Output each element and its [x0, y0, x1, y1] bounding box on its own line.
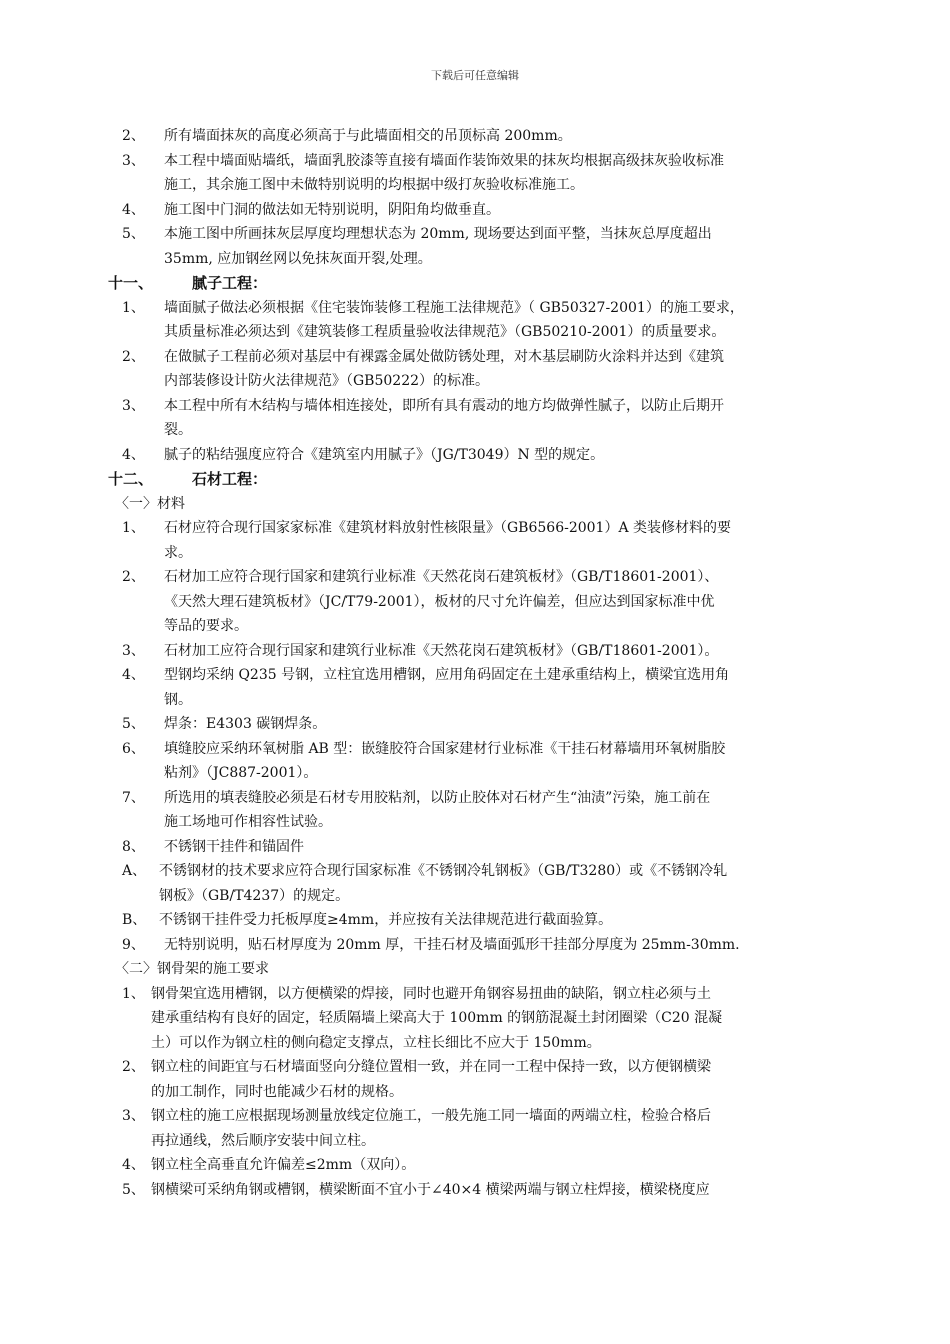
item-text: 填缝胶应采纳环氧树脂 AB 型：嵌缝胶符合国家建材行业标准《干挂石材幕墙用环氧树脂胶 — [164, 740, 726, 757]
item-number: 3、 — [122, 152, 145, 169]
text-line — [0, 835, 950, 860]
item-number: 2、 — [122, 128, 145, 144]
text-line — [0, 296, 950, 321]
text-line — [0, 786, 950, 811]
item-number: 9、 — [122, 936, 145, 953]
text-line — [0, 884, 950, 909]
item-text: 粘剂》（JC887-2001）。 — [164, 765, 318, 781]
item-text: 施工场地可作相容性试验。 — [164, 814, 332, 830]
item-number: 3、 — [122, 642, 145, 659]
item-text: 腻子的粘结强度应符合《建筑室内用腻子》（JG/T3049）N 型的规定。 — [164, 446, 605, 463]
item-text: 裂。 — [164, 422, 192, 438]
text-line — [0, 1104, 950, 1129]
item-text: 钢横梁可采纳角钢或槽钢，横梁断面不宜小于∠40×4 横梁两端与钢立柱焊接，横梁桡度应 — [151, 1181, 710, 1198]
item-text: 本工程中墙面贴墙纸，墙面乳胶漆等直接有墙面作装饰效果的抹灰均根据高级抹灰验收标准 — [164, 152, 724, 169]
item-number: 3、 — [122, 1108, 145, 1124]
item-text: 本工程中所有木结构与墙体相连接处，即所有具有震动的地方均做弹性腻子，以防止后期开 — [164, 397, 724, 414]
item-text: 其质量标准必须达到《建筑装修工程质量验收法律规范》（GB50210-2001）的质量要求。 — [164, 324, 726, 340]
item-text: 石材加工应符合现行国家和建筑行业标准《天然花岗石建筑板材》（GB/T18601-2001）、 — [164, 569, 719, 585]
text-line — [0, 149, 950, 174]
item-number: 2、 — [122, 348, 145, 365]
document-body — [0, 124, 950, 1202]
item-number: 5、 — [122, 716, 145, 732]
text-line — [0, 908, 950, 933]
item-text: 钢。 — [164, 691, 192, 708]
item-number: 2、 — [122, 1059, 145, 1075]
item-text: 钢板》（GB/T4237）的规定。 — [159, 887, 350, 904]
text-line — [0, 247, 950, 272]
text-line — [0, 320, 950, 345]
section-number: 十二、 — [108, 470, 154, 488]
item-text: 等品的要求。 — [164, 618, 248, 634]
text-line — [0, 810, 950, 835]
text-line — [0, 271, 950, 296]
text-line — [0, 394, 950, 419]
item-text: 本施工图中所画抹灰层厚度均理想状态为 20mm, 现场要达到面平整，当抹灰总厚度超出 — [164, 226, 712, 242]
text-line — [0, 492, 950, 517]
text-line — [0, 712, 950, 737]
text-line — [0, 345, 950, 370]
item-text: 不锈钢干挂件受力托板厚度≥4mm，并应按有关法律规范进行截面验算。 — [159, 912, 613, 928]
item-text: 在做腻子工程前必须对基层中有裸露金属处做防锈处理，对木基层刷防火涂料并达到《建筑 — [164, 348, 724, 365]
text-line — [0, 1129, 950, 1154]
item-text: 钢立柱的间距宜与石材墙面竖向分缝位置相一致，并在同一工程中保持一致，以方便钢横梁 — [151, 1059, 711, 1075]
text-line — [0, 173, 950, 198]
section-title: 石材工程： — [192, 470, 268, 488]
item-number: 2、 — [122, 569, 145, 585]
item-text: 35mm, 应加钢丝网以免抹灰面开裂,处理。 — [164, 250, 432, 267]
text-line — [0, 443, 950, 468]
item-number: 7、 — [122, 789, 145, 806]
item-text: 土）可以作为钢立柱的侧向稳定支撑点，立柱长细比不应大于 150mm。 — [151, 1034, 601, 1051]
text-line — [0, 222, 950, 247]
item-letter: B、 — [122, 912, 147, 928]
text-line — [0, 761, 950, 786]
text-line — [0, 516, 950, 541]
text-line — [0, 124, 950, 149]
subsection-heading: 〈二〉钢骨架的施工要求 — [115, 961, 269, 977]
item-text: 求。 — [164, 544, 192, 561]
item-number: 1、 — [122, 520, 145, 536]
text-line — [0, 541, 950, 566]
text-line — [0, 737, 950, 762]
item-number: 4、 — [122, 667, 145, 683]
text-line — [0, 663, 950, 688]
item-text: 墙面腻子做法必须根据《住宅装饰装修工程施工法律规范》（ GB50327-2001）的施工要求， — [164, 299, 744, 316]
item-text: 无特别说明，贴石材厚度为 20mm 厚，干挂石材及墙面弧形干挂部分厚度为 25mm-30mm. — [164, 936, 740, 953]
item-number: 8、 — [122, 838, 145, 855]
text-line — [0, 859, 950, 884]
item-number: 1、 — [122, 299, 145, 316]
text-line — [0, 467, 950, 492]
item-number: 4、 — [122, 201, 145, 218]
text-line — [0, 198, 950, 223]
item-text: 所有墙面抹灰的高度必须高于与此墙面相交的吊顶标高 200mm。 — [164, 128, 572, 144]
item-letter: A、 — [122, 863, 147, 879]
item-text: 施工图中门洞的做法如无特别说明，阴阳角均做垂直。 — [164, 201, 500, 218]
item-text: 钢立柱全高垂直允许偏差≤2mm（双向）。 — [151, 1157, 416, 1173]
text-line — [0, 565, 950, 590]
text-line — [0, 1178, 950, 1203]
item-text: 钢骨架宜选用槽钢，以方便横梁的焊接，同时也避开角钢容易扭曲的缺陷，钢立柱必须与土 — [151, 985, 711, 1002]
text-line — [0, 369, 950, 394]
item-text: 的加工制作，同时也能减少石材的规格。 — [151, 1083, 403, 1100]
item-text: 钢立柱的施工应根据现场测量放线定位施工，一般先施工同一墙面的两端立柱，检验合格后 — [151, 1108, 711, 1124]
text-line — [0, 688, 950, 713]
item-text: 所选用的填表缝胶必须是石材专用胶粘剂，以防止胶体对石材产生“油渍”污染，施工前在 — [164, 789, 711, 806]
section-title: 腻子工程： — [192, 274, 268, 292]
item-text: 石材应符合现行国家家标准《建筑材料放射性核限量》（GB6566-2001）A 类装修材料的要 — [164, 520, 732, 536]
subsection-heading: 〈一〉材料 — [115, 495, 185, 512]
text-line — [0, 1153, 950, 1178]
text-line — [0, 933, 950, 958]
text-line — [0, 1006, 950, 1031]
text-line — [0, 1055, 950, 1080]
text-line — [0, 982, 950, 1007]
item-text: 《天然大理石建筑板材》（JC/T79-2001），板材的尺寸允许偏差，但应达到国家标准中优 — [164, 593, 715, 610]
text-line — [0, 614, 950, 639]
item-text: 不锈钢干挂件和锚固件 — [164, 838, 304, 855]
item-text: 内部装修设计防火法律规范》（GB50222）的标准。 — [164, 373, 490, 389]
item-text: 不锈钢材的技术要求应符合现行国家标准《不锈钢冷轧钢板》（GB/T3280）或《不锈钢冷轧 — [159, 863, 728, 879]
text-line — [0, 590, 950, 615]
item-text: 型钢均采纳 Q235 号钢，立柱宜选用槽钢，应用角码固定在土建承重结构上，横梁宜选用角 — [164, 667, 730, 683]
section-number: 十一、 — [108, 274, 154, 292]
item-number: 4、 — [122, 1157, 145, 1173]
text-line — [0, 957, 950, 982]
item-text: 建承重结构有良好的固定，轻质隔墙上梁高大于 100mm 的钢筋混凝土封闭圈梁（C20 混凝 — [151, 1010, 723, 1026]
text-line — [0, 1031, 950, 1056]
text-line — [0, 1080, 950, 1105]
item-number: 6、 — [122, 740, 145, 757]
page-header: 下载后可任意编辑 — [431, 69, 519, 82]
item-number: 5、 — [122, 226, 145, 242]
item-number: 4、 — [122, 446, 145, 463]
text-line — [0, 418, 950, 443]
item-number: 3、 — [122, 397, 145, 414]
text-line — [0, 639, 950, 664]
item-text: 石材加工应符合现行国家和建筑行业标准《天然花岗石建筑板材》（GB/T18601-2001）。 — [164, 642, 719, 659]
item-text: 施工，其余施工图中未做特别说明的均根据中级打灰验收标准施工。 — [164, 177, 584, 193]
item-number: 1、 — [122, 985, 145, 1002]
item-text: 再拉通线，然后顺序安装中间立柱。 — [151, 1132, 375, 1149]
item-number: 5、 — [122, 1181, 145, 1198]
item-text: 焊条：E4303 碳钢焊条。 — [164, 716, 327, 732]
